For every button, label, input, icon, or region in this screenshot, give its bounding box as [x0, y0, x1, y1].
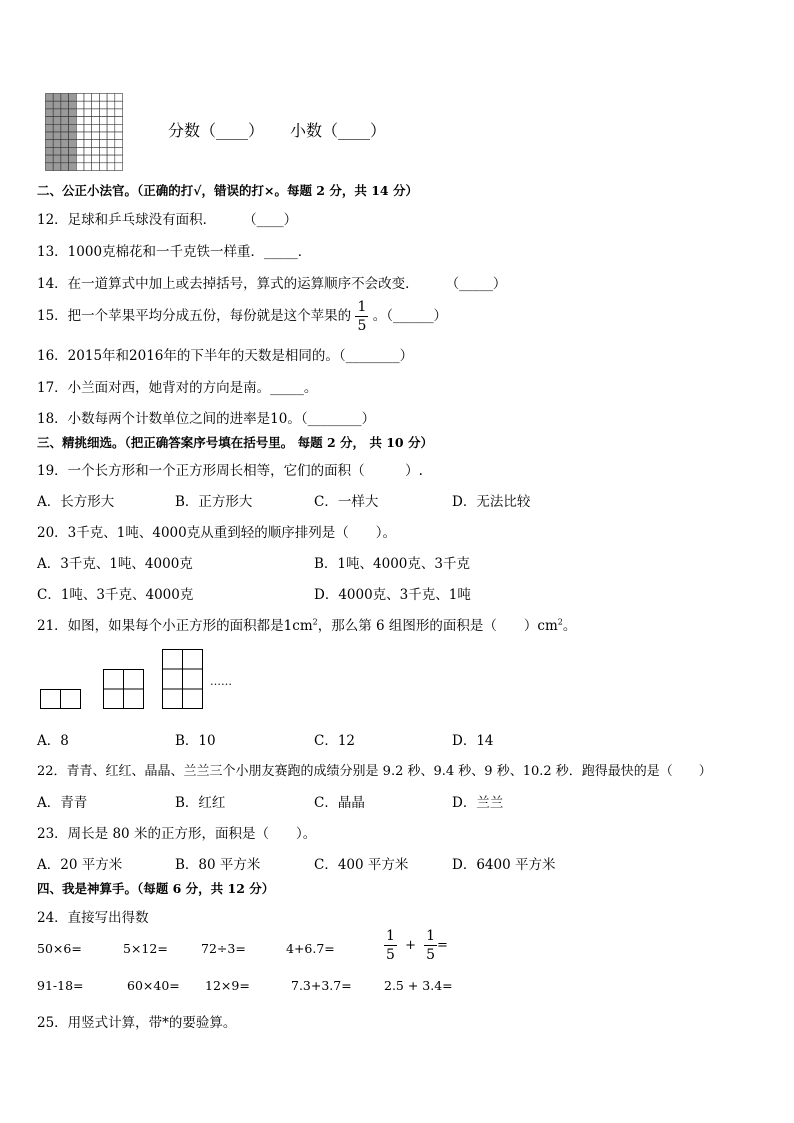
question-19: 19．一个长方形和一个正方形周长相等，它们的面积（ ）.: [37, 463, 423, 479]
section-4-heading: 四、我是神算手。（每题 6 分，共 12 分）: [37, 881, 275, 896]
grid-cell-shaded: [53, 124, 61, 132]
question-18: 18．小数每两个计数单位之间的进率是10。（________）: [37, 411, 376, 427]
grid-cell: [107, 117, 115, 125]
grid-cell-shaded: [46, 147, 54, 155]
grid-cell-shaded: [46, 109, 54, 117]
q20-option-c: C．1吨、3千克、4000克: [37, 587, 194, 603]
square-figure-2: [103, 669, 145, 709]
calc-r2-5: 2.5 + 3.4=: [384, 978, 453, 993]
continuation-dots: ……: [210, 675, 232, 688]
grid-cell: [84, 101, 92, 109]
q20-option-d: D．4000克、3千克、1吨: [314, 587, 471, 603]
q21-superscript: 2: [312, 617, 318, 627]
grid-cell-shaded: [46, 94, 54, 102]
q21-option-a: A．8: [37, 733, 69, 749]
calc-r1-4: 4+6.7=: [286, 941, 335, 956]
calc-r1-2: 5×12=: [123, 941, 168, 956]
grid-cell-shaded: [61, 147, 69, 155]
q21-option-c: C．12: [314, 733, 356, 749]
grid-cell: [84, 94, 92, 102]
grid-cell: [107, 155, 115, 163]
grid-cell: [92, 147, 100, 155]
grid-cell: [99, 117, 107, 125]
q19-option-d: D．无法比较: [452, 494, 531, 510]
grid-cell: [92, 101, 100, 109]
question-23: 23．周长是 80 米的正方形，面积是（ ）。: [37, 826, 317, 842]
grid-cell: [107, 132, 115, 140]
question-16: 16．2015年和2016年的下半年的天数是相同的。（________）: [37, 348, 414, 364]
calc-r1-3: 72÷3=: [201, 941, 246, 956]
grid-cell-shaded: [53, 155, 61, 163]
grid-cell: [115, 109, 123, 117]
grid-cell: [84, 155, 92, 163]
grid-cell-shaded: [61, 155, 69, 163]
grid-cell: [84, 163, 92, 171]
question-15-blank: 。（______）: [372, 308, 447, 324]
grid-cell-shaded: [61, 132, 69, 140]
grid-cell-shaded: [61, 109, 69, 117]
q19-option-c: C．一样大: [314, 494, 379, 510]
square-figure-3: [162, 649, 204, 709]
question-14: 14．在一道算式中加上或去掉括号，算式的运算顺序不会改变． （_____）: [37, 276, 507, 292]
grid-cell: [107, 94, 115, 102]
hundred-grid-figure: [45, 93, 123, 171]
frac1-numerator: 1: [386, 928, 395, 944]
grid-cell: [115, 140, 123, 148]
q23-option-a: A．20 平方米: [37, 857, 123, 873]
grid-cell-shaded: [46, 132, 54, 140]
grid-cell: [76, 147, 84, 155]
grid-cell-shaded: [69, 163, 77, 171]
grid-cell: [84, 109, 92, 117]
grid-cell: [84, 117, 92, 125]
grid-cell-shaded: [53, 94, 61, 102]
grid-cell: [92, 109, 100, 117]
grid-cell-shaded: [61, 101, 69, 109]
calc-r2-2: 60×40=: [127, 978, 180, 993]
q21-option-d: D．14: [452, 733, 494, 749]
question-21: [37, 614, 576, 634]
q23-option-b: B．80 平方米: [175, 857, 261, 873]
grid-cell-shaded: [69, 155, 77, 163]
q23-option-c: C．400 平方米: [314, 857, 409, 873]
section-3-heading: 三、精挑细选。（把正确答案序号填在括号里。 每题 2 分， 共 10 分）: [37, 435, 433, 450]
grid-cell-shaded: [53, 147, 61, 155]
grid-cell: [92, 163, 100, 171]
grid-cell-shaded: [69, 147, 77, 155]
calc-fraction-sum: [384, 929, 448, 962]
frac2-numerator: 1: [426, 928, 436, 944]
grid-cell: [76, 101, 84, 109]
grid-cell: [99, 109, 107, 117]
plus-sign: +: [405, 938, 416, 953]
grid-cell: [92, 117, 100, 125]
frac2-denominator: 5: [426, 947, 436, 963]
q20-option-b: B．1吨、4000克、3千克: [314, 556, 470, 572]
grid-cell: [99, 101, 107, 109]
grid-cell: [115, 124, 123, 132]
calc-r1-1: 50×6=: [37, 941, 82, 956]
question-15: [37, 300, 447, 333]
grid-cell-shaded: [46, 140, 54, 148]
grid-cell: [92, 140, 100, 148]
grid-cell: [92, 124, 100, 132]
q22-option-a: A．青青: [37, 795, 88, 811]
q19-option-b: B．正方形大: [175, 494, 253, 510]
grid-cell: [92, 94, 100, 102]
question-20: 20．3千克、1吨、4000克从重到轻的顺序排列是（ ）。: [37, 525, 396, 541]
fraction-denominator: 5: [357, 318, 367, 334]
grid-cell-shaded: [69, 140, 77, 148]
fraction-answer: 分数（____）: [168, 121, 265, 140]
grid-cell-shaded: [46, 155, 54, 163]
grid-cell-shaded: [61, 124, 69, 132]
equals-sign: =: [437, 938, 448, 953]
q21-text-b: ，那么第 6 组图形的面积是（ ）cm: [317, 618, 558, 634]
grid-cell: [84, 147, 92, 155]
grid-cell: [115, 163, 123, 171]
calc-r2-4: 7.3+3.7=: [291, 978, 352, 993]
grid-cell: [99, 132, 107, 140]
q23-option-d: D．6400 平方米: [452, 857, 556, 873]
grid-cell-shaded: [46, 163, 54, 171]
question-13: 13．1000克棉花和一千克铁一样重．_____．: [37, 244, 312, 260]
grid-cell: [99, 94, 107, 102]
grid-cell: [84, 124, 92, 132]
grid-cell-shaded: [69, 94, 77, 102]
q22-option-b: B．红红: [175, 795, 226, 811]
grid-cell: [76, 94, 84, 102]
question-24: 24．直接写出得数: [37, 910, 149, 926]
calc-r2-1: 91-18=: [37, 978, 84, 993]
grid-cell: [107, 109, 115, 117]
grid-cell: [76, 132, 84, 140]
q21-option-b: B．10: [175, 733, 216, 749]
q21-text-a: 21．如图，如果每个小正方形的面积都是1cm: [37, 618, 313, 634]
grid-cell: [115, 94, 123, 102]
grid-cell: [115, 117, 123, 125]
q20-option-a: A．3千克、1吨、4000克: [37, 556, 193, 572]
grid-cell-shaded: [53, 132, 61, 140]
grid-cell-shaded: [61, 117, 69, 125]
grid-cell: [115, 155, 123, 163]
grid-cell: [107, 140, 115, 148]
grid-cell: [92, 132, 100, 140]
question-12: 12．足球和乒乓球没有面积． （____）: [37, 212, 298, 228]
grid-cell: [76, 163, 84, 171]
calc-r2-3: 12×9=: [205, 978, 250, 993]
grid-cell: [76, 155, 84, 163]
grid-cell-shaded: [53, 140, 61, 148]
grid-cell: [76, 109, 84, 117]
q21-superscript-2: 2: [557, 617, 563, 627]
grid-cell-shaded: [69, 101, 77, 109]
grid-cell: [99, 163, 107, 171]
square-figure-1: [40, 689, 82, 709]
grid-cell: [84, 132, 92, 140]
grid-cell-shaded: [53, 101, 61, 109]
grid-cell: [107, 163, 115, 171]
frac1-denominator: 5: [386, 947, 395, 963]
grid-cell: [107, 147, 115, 155]
grid-cell: [92, 155, 100, 163]
question-22: 22．青青、红红、晶晶、兰兰三个小朋友赛跑的成绩分别是 9.2 秒、9.4 秒、9 秒、10.2 秒．跑得最快的是（ ）: [37, 764, 712, 779]
grid-cell-shaded: [53, 117, 61, 125]
grid-cell-shaded: [69, 117, 77, 125]
grid-cell-shaded: [69, 109, 77, 117]
q22-option-c: C．晶晶: [314, 795, 365, 811]
grid-cell: [115, 147, 123, 155]
grid-cell: [84, 140, 92, 148]
question-15-text: 15．把一个苹果平均分成五份，每份就是这个苹果的: [37, 308, 352, 324]
grid-cell: [76, 124, 84, 132]
grid-cell-shaded: [69, 124, 77, 132]
decimal-answer: 小数（____）: [290, 121, 387, 140]
grid-cell-shaded: [53, 109, 61, 117]
fraction-numerator: 1: [357, 299, 367, 315]
grid-cell-shaded: [46, 124, 54, 132]
question-17: 17．小兰面对西，她背对的方向是南。_____。: [37, 380, 318, 396]
question-25: 25．用竖式计算，带*的要验算。: [37, 1015, 237, 1031]
fraction-one-fifth: [355, 300, 368, 333]
grid-cell: [99, 147, 107, 155]
grid-cell: [115, 132, 123, 140]
grid-cell-shaded: [61, 94, 69, 102]
grid-cell-shaded: [46, 101, 54, 109]
grid-cell: [99, 155, 107, 163]
q22-option-d: D．兰兰: [452, 795, 504, 811]
grid-cell: [107, 101, 115, 109]
grid-cell-shaded: [61, 140, 69, 148]
section-2-heading: 二、公正小法官。（正确的打√，错误的打×。每题 2 分，共 14 分）: [37, 183, 418, 198]
grid-cell: [107, 124, 115, 132]
grid-cell-shaded: [53, 163, 61, 171]
grid-cell: [99, 124, 107, 132]
grid-cell: [99, 140, 107, 148]
grid-cell: [115, 101, 123, 109]
grid-cell-shaded: [46, 117, 54, 125]
grid-cell-shaded: [69, 132, 77, 140]
grid-cell-shaded: [61, 163, 69, 171]
q21-text-c: 。: [562, 618, 577, 634]
grid-cell: [76, 117, 84, 125]
q19-option-a: A．长方形大: [37, 494, 115, 510]
grid-cell: [76, 140, 84, 148]
